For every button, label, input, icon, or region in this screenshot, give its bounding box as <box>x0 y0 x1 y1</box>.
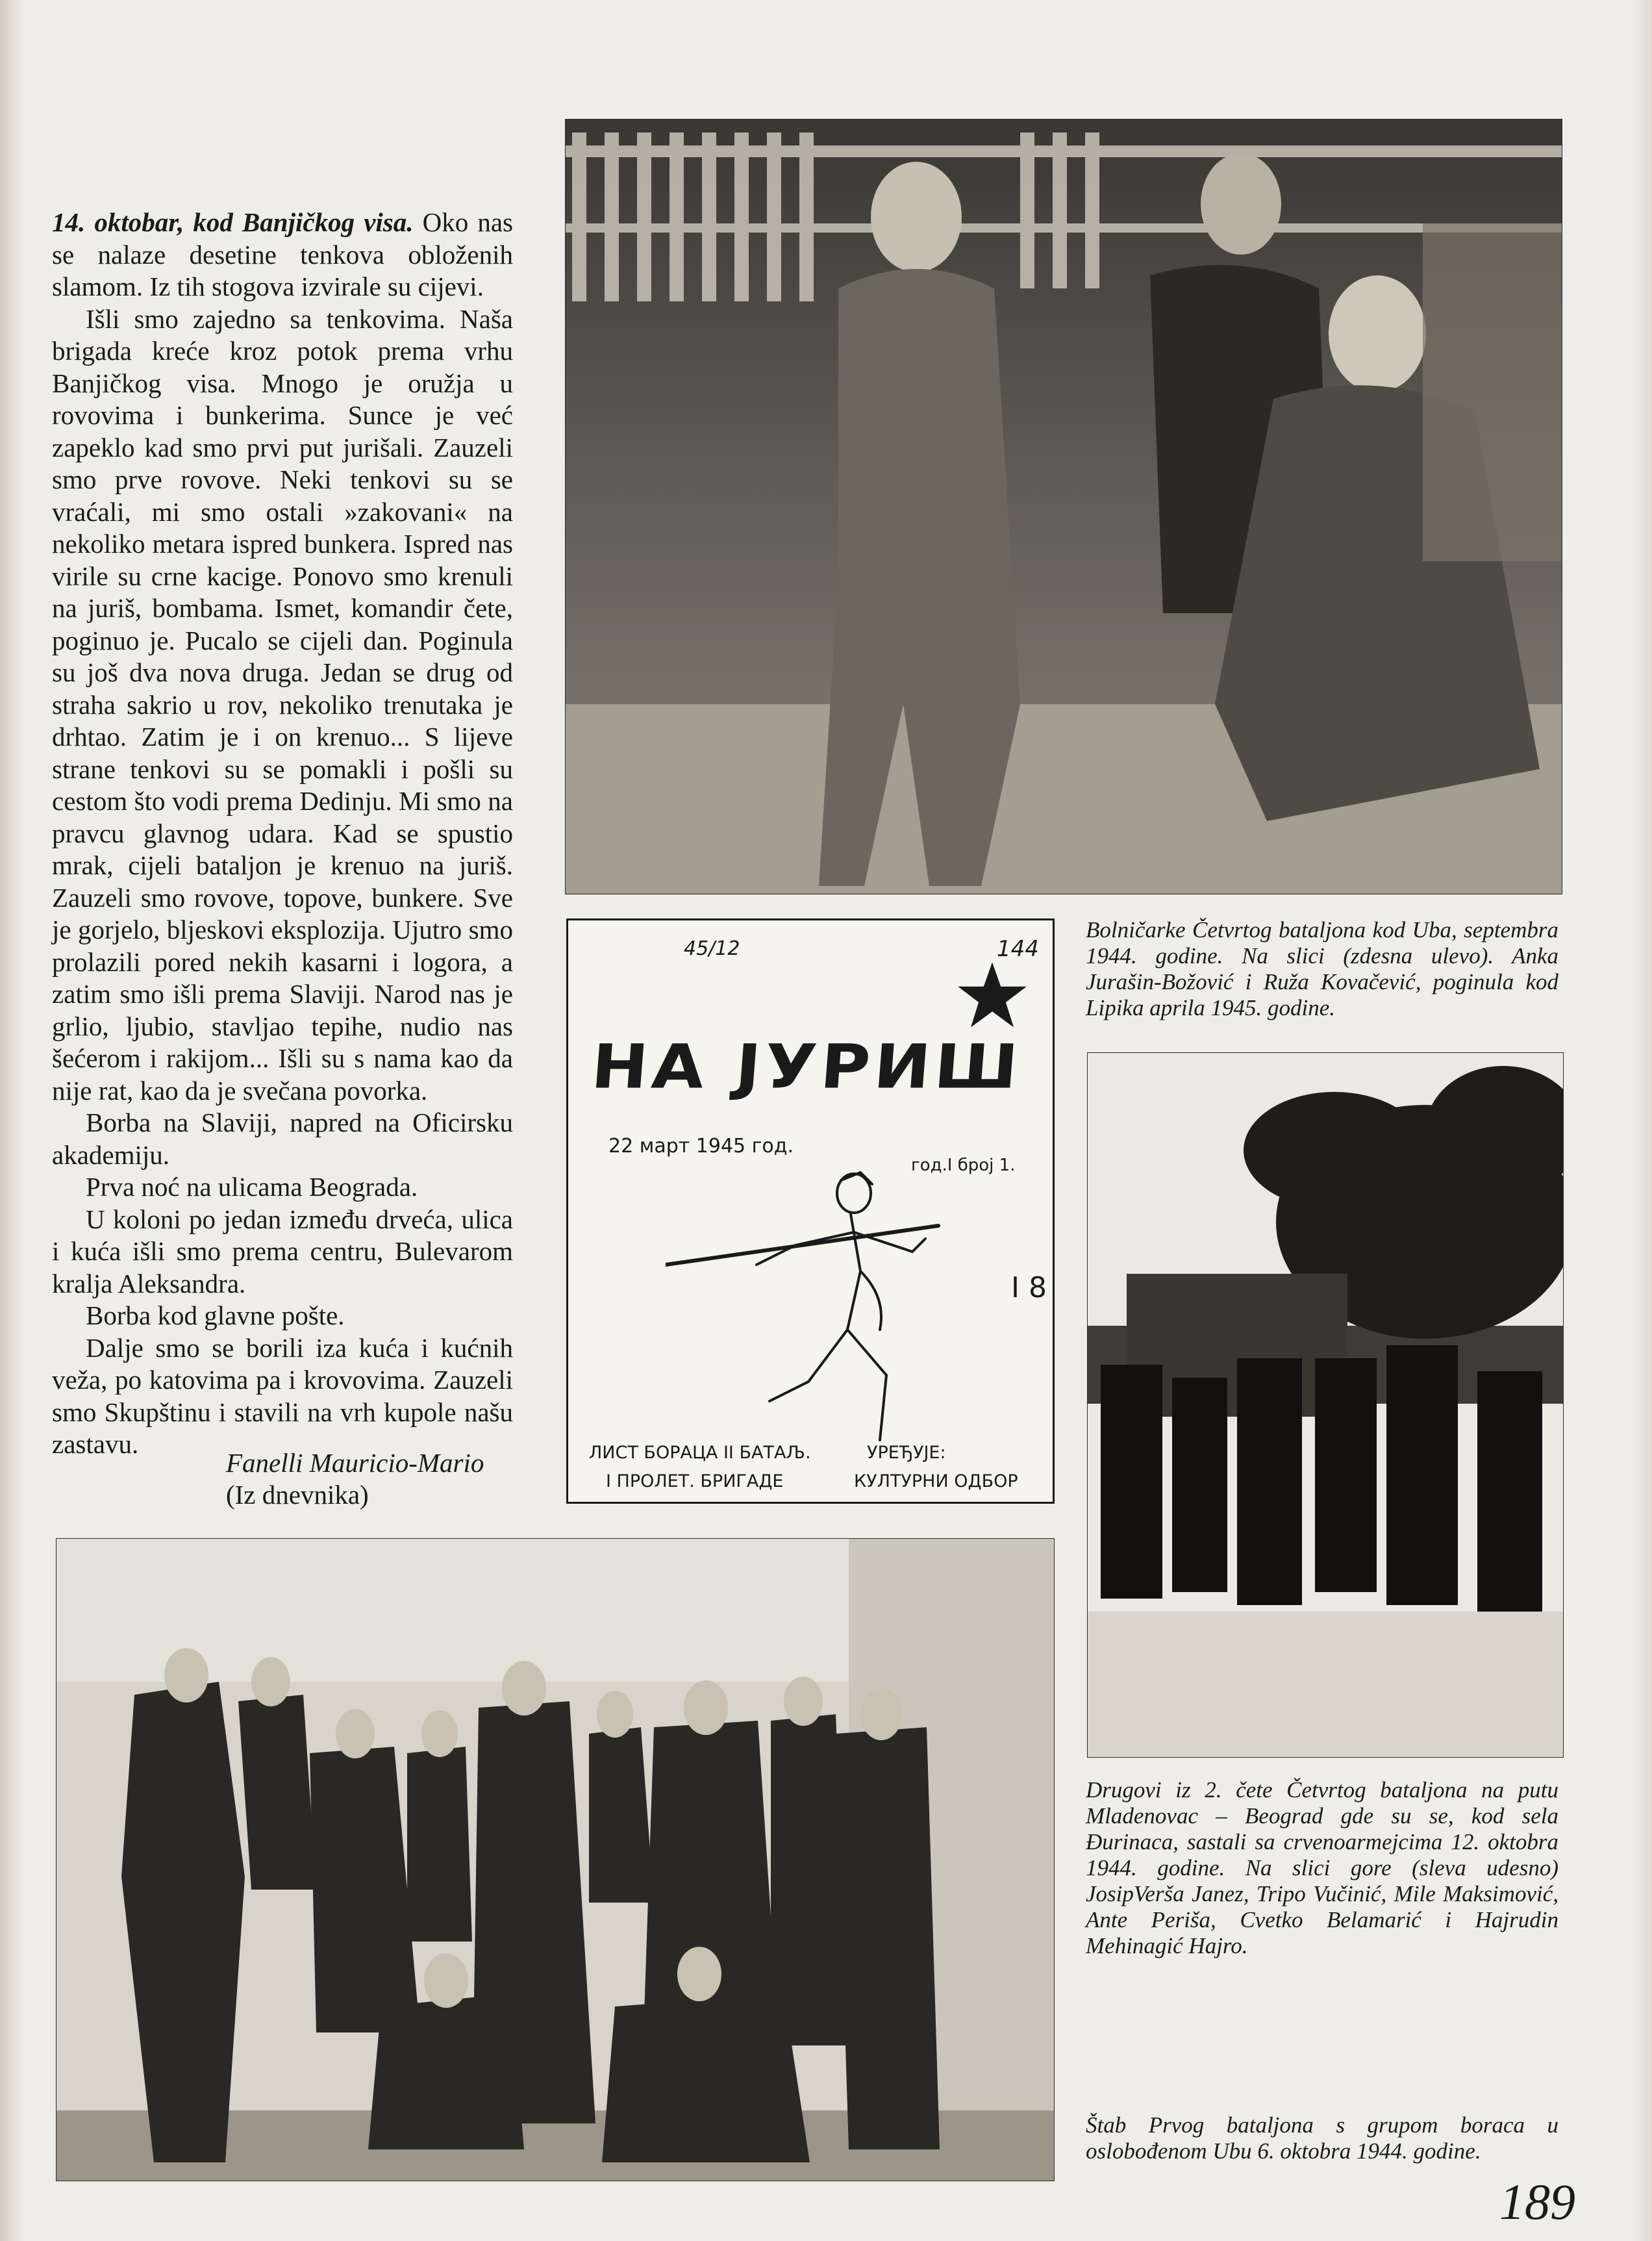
photo-comrades-image <box>1088 1053 1563 1757</box>
newspaper-margin-mark: I 8 <box>1011 1271 1047 1304</box>
article-paragraph: Išli smo zajedno sa tenkovima. Naša brigada kreće kroz potok prema vrhu Banjičkog visa. Mnogo je oružja u rovovima i bunkerima. Sunce je već zapeklo kad smo prvi put jurišali. Zauzeli smo prve rovove. Neki tenkovi su se vraćali, mi smo ostali »zakovani« na nekoliko metara ispred bunkera. Ispred nas virile su crne kacige. Ponovo smo krenuli na juriš, bombama. Ismet, komandir čete, poginuo je. Pucalo se cijeli dan. Poginula su još dva nova druga. Jedan se drug od straha sakrio u rov, nekoliko trenutaka je drhtao. Zatim je i on krenuo... S lijeve strane tenkovi su se pomakli i pošli su cestom što vodi prema Dedinju. Mi smo na pravcu glavnog udara. Kad se spustio mrak, cijeli bataljon je krenuo na juriš. Zauzeli smo rovove, topove, bunkere. Sve je gorjelo, bljeskovi eksplozija. Ujutro smo prolazili pored nekih kasarni i logora, a zatim smo išli prema Slaviji. Narod nas je grlio, ljubio, stavljao tepihe, nudio nas šećerom i rakijom... Išli su s nama kao da nije rat, kao da je svečana povorka. <box>52 303 513 1106</box>
newspaper-handwritten-note-2: 144 <box>997 936 1039 962</box>
article-signature <box>226 1447 512 1511</box>
article-paragraph: Borba kod glavne pošte. <box>86 1300 345 1330</box>
article-paragraph: Prva noć na ulicama Beograda. <box>86 1172 418 1202</box>
newspaper-footer-left-1: ЛИСТ БОРАЦА II БАТАЉ. <box>589 1443 811 1463</box>
newspaper-handwritten-note: 45/12 <box>684 937 740 960</box>
newspaper-date: 22 март 1945 год. <box>608 1135 794 1158</box>
newspaper-footer-right-2: КУЛТУРНИ ОДБОР <box>854 1471 1018 1491</box>
caption-nurses: Bolničarke Četvrtog bataljona kod Uba, septembra 1944. godine. Na slici (zdesna ulevo). Anka Jurašin-Božović i Ruža Kovačević, poginula kod Lipika aprila 1945. godine. <box>1086 917 1558 1020</box>
photo-comrades <box>1087 1052 1564 1758</box>
article-paragraph: U koloni po jedan između drveća, ulica i kuća išli smo prema centru, Bulevarom kralja Aleksandra. <box>52 1204 513 1298</box>
article-paragraph: Borba na Slaviji, napred na Oficirsku akademiju. <box>52 1108 513 1170</box>
newspaper-issue: год.I број 1. <box>911 1156 1016 1175</box>
photo-battalion-staff-image <box>56 1539 1054 2181</box>
caption-battalion-staff: Štab Prvog bataljona s grupom boraca u oslobođenom Ubu 6. oktobra 1944. godine. <box>1086 2112 1558 2164</box>
newspaper-footer-left-2: I ПРОЛЕТ. БРИГАДЕ <box>606 1471 784 1491</box>
page-edge <box>1633 0 1652 2241</box>
caption-comrades: Drugovi iz 2. čete Četvrtog bataljona na putu Mladenovac – Beograd gde su se, kod sela Đurinaca, sastali sa crvenoarmejcima 12. oktobra 1944. godine. Na slici gore (sleva udesno) JosipVerša Janez, Tripo Vučinić, Mile Maksimović, Ante Periša, Cvetko Belamarić i Hajrudin Mehinagić Hajro. <box>1086 1777 1558 1958</box>
page-number: 189 <box>1499 2173 1575 2230</box>
article-lead: 14. oktobar, kod Banjičkog visa. <box>52 207 414 237</box>
newspaper-title: НА ЈУРИШ <box>588 1031 1025 1102</box>
newspaper-footer-right-1: УРЕЂУЈЕ: <box>867 1443 946 1463</box>
red-star-icon <box>957 959 1028 1031</box>
article-source: (Iz dnevnika) <box>226 1480 369 1510</box>
article-paragraph: Dalje smo se borili iza kuća i kućnih veža, po katovima pa i krovovima. Zauzeli smo Skupštinu i stavili na vrh kupole našu zastavu. <box>52 1332 513 1459</box>
photo-nurses <box>565 119 1562 894</box>
book-spine-shadow <box>0 0 25 2241</box>
photo-nurses-image <box>566 120 1562 894</box>
photo-battalion-staff <box>56 1538 1055 2181</box>
article-text <box>52 207 513 1461</box>
article-author: Fanelli Mauricio-Mario <box>226 1448 484 1478</box>
newspaper-na-jurish <box>566 918 1055 1504</box>
article-paragraph-text: Oko nas se nalaze desetine tenkova obloženih slamom. Iz tih stogova izvirale su cijevi. <box>52 207 514 301</box>
newspaper-soldier-drawing <box>666 1167 1003 1447</box>
article-paragraph <box>52 207 513 303</box>
